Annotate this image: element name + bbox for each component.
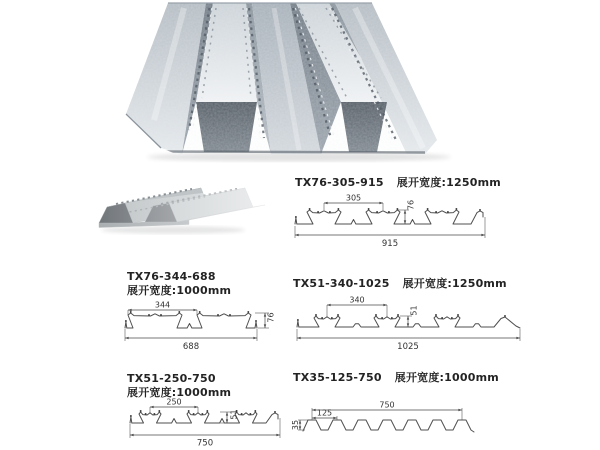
dim-height-label: 76 bbox=[406, 199, 416, 211]
unfold-width-label: 展开宽度:1250mm bbox=[402, 277, 507, 290]
dim-width-label: 915 bbox=[381, 239, 399, 249]
small-photo-shadow bbox=[101, 226, 245, 234]
diagram2-title bbox=[127, 270, 231, 298]
profile-diagram-tx51-250-750 bbox=[123, 395, 308, 450]
profile-outline bbox=[125, 313, 257, 328]
dim-top-label: 250 bbox=[166, 397, 182, 407]
dim-top-label: 305 bbox=[345, 193, 362, 203]
diagram5-title bbox=[293, 371, 499, 385]
dimension-lines bbox=[297, 304, 520, 341]
main-product-photo bbox=[124, 0, 464, 164]
model-code: TX35-125-750 bbox=[293, 371, 382, 384]
model-code: TX76-344-688 bbox=[127, 270, 216, 283]
diagram3-title bbox=[293, 277, 507, 291]
dim-width-label: 750 bbox=[196, 438, 214, 449]
profile-diagram-tx76-305-915 bbox=[290, 186, 495, 254]
profile-outline bbox=[130, 412, 278, 423]
model-code: TX51-340-1025 bbox=[293, 277, 390, 290]
dim-pitch-label: 125 bbox=[316, 408, 333, 418]
model-code: TX76-305-915 bbox=[295, 176, 384, 189]
dimension-lines bbox=[295, 199, 485, 238]
dim-top-label: 344 bbox=[154, 300, 171, 310]
dim-height-label: 51 bbox=[229, 409, 239, 420]
profile-diagram-tx51-340-1025 bbox=[288, 293, 533, 355]
unfold-width-label: 展开宽度:1000mm bbox=[127, 284, 232, 297]
secondary-product-photo bbox=[93, 167, 273, 259]
model-code: TX51-250-750 bbox=[127, 372, 216, 385]
dim-height-label: 51 bbox=[409, 305, 419, 316]
fade-overlay bbox=[99, 185, 265, 228]
dim-top-label: 340 bbox=[349, 295, 365, 305]
dim-height-label: 76 bbox=[266, 312, 276, 323]
dim-overall-label: 750 bbox=[379, 400, 395, 410]
unfold-width-label: 展开宽度:1000mm bbox=[127, 386, 232, 399]
profile-diagram-tx76-344-688 bbox=[118, 296, 308, 358]
profile-outline bbox=[303, 420, 474, 432]
dim-width-label: 688 bbox=[182, 342, 200, 352]
profile-diagram-tx35-125-750 bbox=[288, 393, 488, 445]
dim-height-label: 35 bbox=[291, 419, 300, 431]
dim-width-label: 1025 bbox=[397, 342, 419, 352]
unfold-width-label: 展开宽度:1250mm bbox=[396, 176, 501, 189]
deck-sheet bbox=[124, 0, 464, 164]
unfold-width-label: 展开宽度:1000mm bbox=[394, 371, 499, 384]
emboss-dots bbox=[125, 311, 257, 322]
